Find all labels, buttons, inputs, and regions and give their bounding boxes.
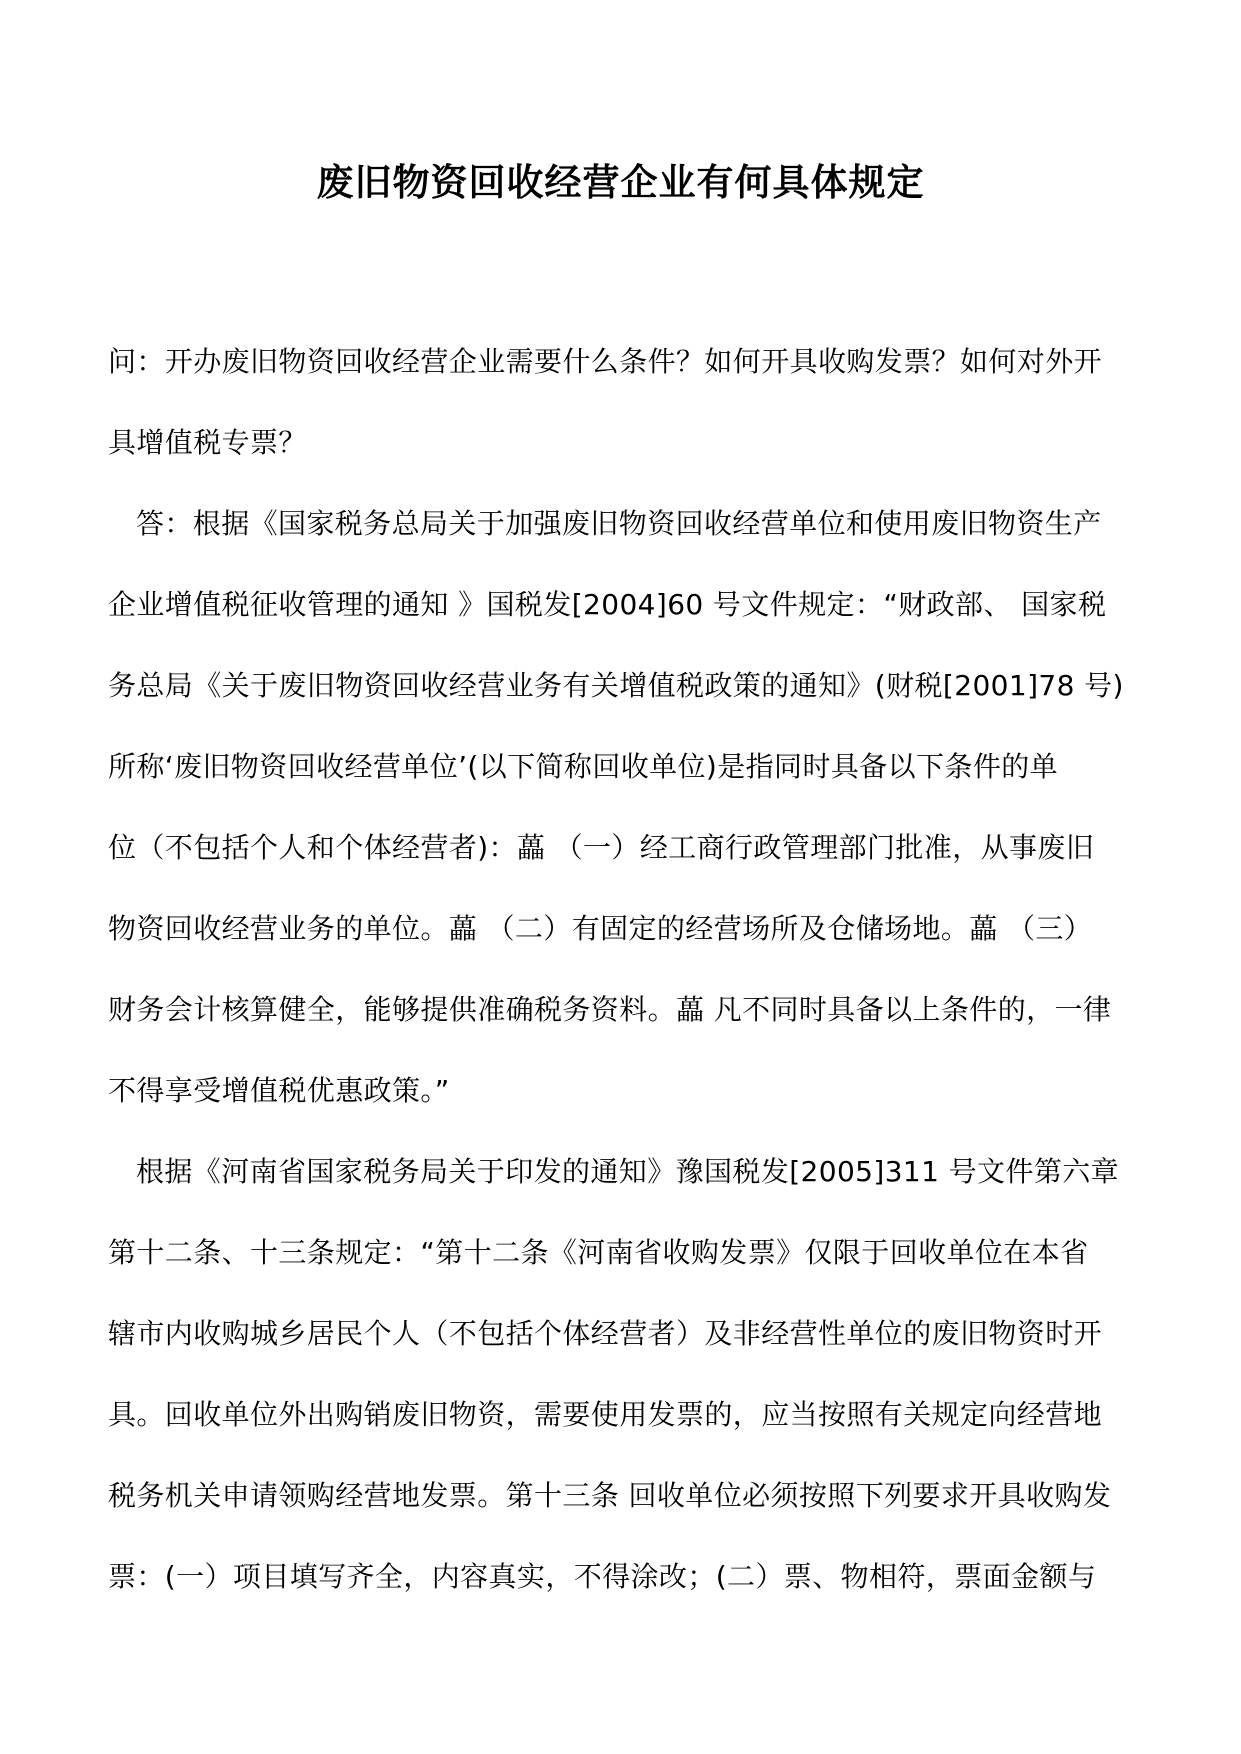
body-line: 具。回收单位外出购销废旧物资，需要使用发票的，应当按照有关规定向经营地 — [108, 1398, 1103, 1431]
body-line: 第十二条、十三条规定：“第十二条《河南省收购发票》仅限于回收单位在本省 — [108, 1236, 1089, 1269]
document-title: 废旧物资回收经营企业有何具体规定 — [316, 160, 925, 204]
body-line: 答：根据《国家税务总局关于加强废旧物资回收经营单位和使用废旧物资生产 — [136, 507, 1102, 540]
body-line: 票：(一）项目填写齐全，内容真实，不得涂改；(二）票、物相符，票面金额与 — [108, 1560, 1097, 1593]
body-line: 不得享受增值税优惠政策。” — [108, 1074, 450, 1107]
body-line: 企业增值税征收管理的通知 》国税发[2004]60 号文件规定：“财政部、 国家税 — [108, 588, 1107, 621]
body-line: 具增值税专票？ — [108, 426, 307, 459]
body-line: 务总局《关于废旧物资回收经营业务有关增值税政策的通知》(财税[2001]78 号) — [108, 669, 1124, 702]
body-line: 根据《河南省国家税务局关于印发的通知》豫国税发[2005]311 号文件第六章 — [136, 1155, 1120, 1188]
body-line: 问：开办废旧物资回收经营企业需要什么条件？如何开具收购发票？如何对外开 — [108, 345, 1103, 378]
body-line: 税务机关申请领购经营地发票。第十三条 回收单位必须按照下列要求开具收购发 — [108, 1479, 1112, 1512]
body-line: 辖市内收购城乡居民个人（不包括个体经营者）及非经营性单位的废旧物资时开 — [108, 1317, 1103, 1350]
body-line: 所称‘废旧物资回收经营单位’(以下简称回收单位)是指同时具备以下条件的单 — [108, 750, 1059, 783]
body-line: 财务会计核算健全，能够提供准确税务资料。藟 凡不同时具备以上条件的，一律 — [108, 993, 1112, 1026]
body-line: 物资回收经营业务的单位。藟 （二）有固定的经营场所及仓储场地。藟 （三） — [108, 912, 1093, 945]
document-body — [108, 340, 1148, 1636]
body-line: 位（不包括个人和个体经营者)：藟 （一）经工商行政管理部门批准，从事废旧 — [108, 831, 1095, 864]
